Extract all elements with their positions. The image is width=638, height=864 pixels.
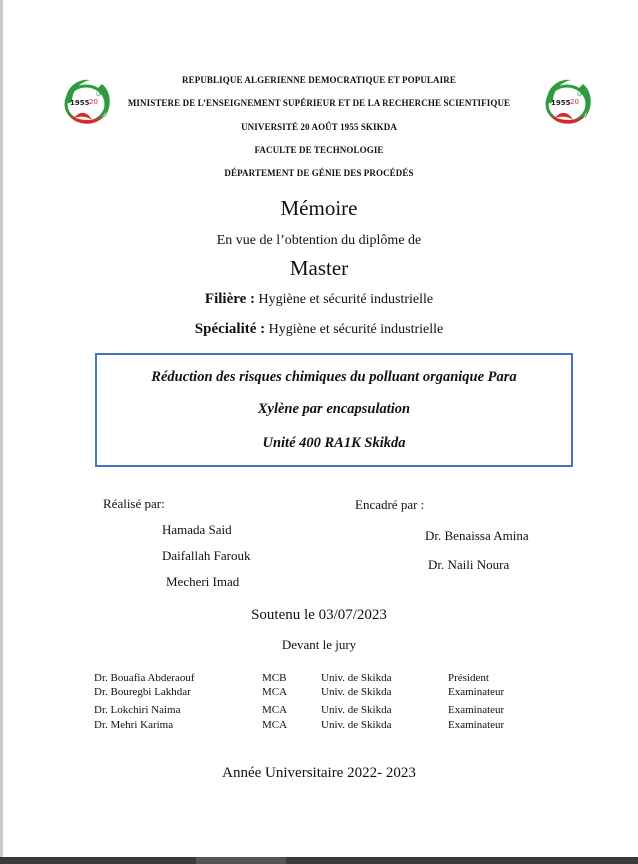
filiere-label: Filière : (204, 291, 256, 307)
supervisors-label: Encadré par : (355, 497, 425, 512)
jury-member-role: Examinateur (448, 686, 505, 698)
jury-member-university: Univ. de Skikda (321, 704, 392, 716)
jury-member-name: Dr. Bouafia Abderaouf (94, 672, 195, 684)
specialite-line (0, 321, 638, 338)
thesis-title-line-3: Unité 400 RA1K Skikda (262, 435, 406, 451)
specialite-value: Hygiène et sécurité industrielle (268, 322, 444, 337)
jury-member-grade: MCA (262, 686, 288, 698)
header-ministry: MINISTERE DE L’ENSEIGNEMENT SUPÉRIEUR ET DE LA RECHERCHE SCIENTIFIQUE (127, 98, 511, 108)
author-name: Mecheri Imad (166, 574, 240, 589)
jury-label: Devant le jury (281, 637, 357, 652)
specialite-label: Spécialité : (194, 321, 266, 337)
authors-label: Réalisé par: (103, 496, 165, 511)
author-name: Daifallah Farouk (162, 548, 251, 563)
scrollbar-thumb[interactable] (196, 857, 286, 864)
jury-member-name: Dr. Bouregbi Lakhdar (94, 686, 191, 698)
jury-member-university: Univ. de Skikda (321, 719, 392, 731)
header-republic: REPUBLIQUE ALGERIENNE DEMOCRATIQUE ET POPULAIRE (182, 75, 456, 85)
jury-member-grade: MCA (262, 719, 288, 731)
bottom-scrollbar[interactable] (0, 857, 638, 864)
supervisor-name: Dr. Naili Noura (428, 557, 510, 572)
thesis-title-box (95, 353, 573, 467)
jury-member-name: Dr. Lokchiri Naima (94, 704, 181, 716)
document-type: Mémoire (280, 196, 358, 220)
svg-text:20: 20 (89, 98, 98, 106)
jury-member-role: Président (448, 672, 489, 684)
thesis-title-line-2: Xylène par encapsulation (257, 401, 411, 417)
svg-text:جا: جا (577, 91, 583, 98)
svg-text:جا: جا (96, 91, 102, 98)
jury-member-university: Univ. de Skikda (321, 672, 392, 684)
jury-member-grade: MCA (262, 704, 288, 716)
filiere-value: Hygiène et sécurité industrielle (258, 292, 434, 307)
degree-title: Master (289, 256, 349, 280)
header-faculty: FACULTE DE TECHNOLOGIE (254, 145, 384, 155)
filiere-line (0, 291, 638, 308)
svg-text:1955: 1955 (70, 99, 90, 107)
jury-member-name: Dr. Mehri Karima (94, 719, 174, 731)
svg-text:20: 20 (570, 98, 579, 106)
author-name: Hamada Said (162, 522, 232, 537)
obtention-text: En vue de l’obtention du diplôme de (216, 233, 422, 248)
header-university: UNIVERSITÉ 20 AOÛT 1955 SKIKDA (241, 122, 397, 132)
header-department: DÉPARTEMENT DE GÉNIE DES PROCÉDÉS (224, 168, 414, 178)
thesis-title-line-1: Réduction des risques chimiques du polluant organique Para (151, 369, 517, 385)
jury-member-role: Examinateur (448, 719, 505, 731)
jury-member-university: Univ. de Skikda (321, 686, 392, 698)
supervisor-name: Dr. Benaissa Amina (425, 528, 529, 543)
svg-text:1955: 1955 (551, 99, 571, 107)
jury-member-role: Examinateur (448, 704, 505, 716)
academic-year: Année Universitaire 2022- 2023 (222, 765, 416, 781)
defense-date: Soutenu le 03/07/2023 (251, 607, 387, 623)
jury-member-grade: MCB (262, 672, 287, 684)
